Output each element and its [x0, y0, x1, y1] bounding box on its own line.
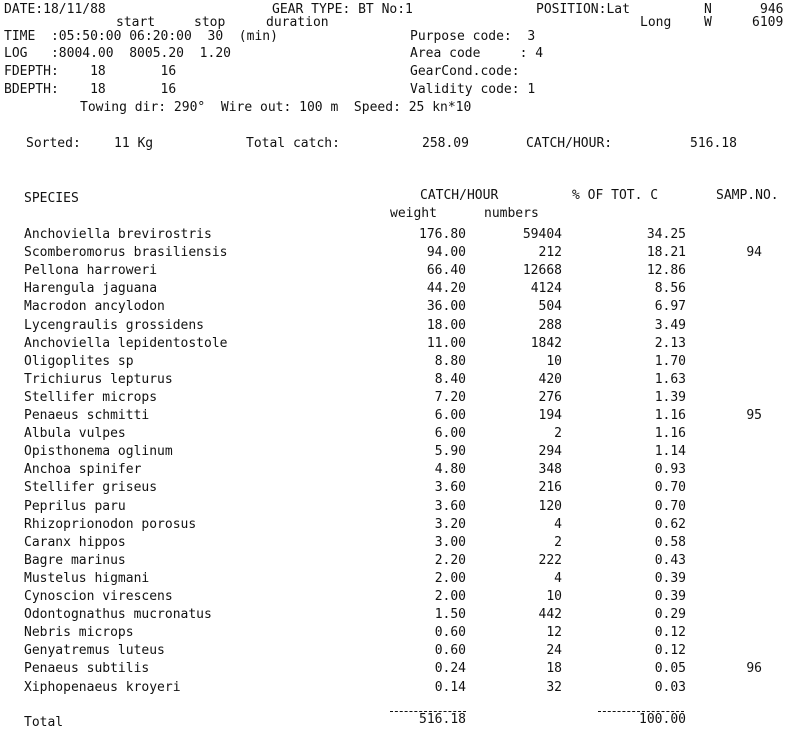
species-name: Xiphopenaeus kroyeri — [24, 680, 181, 695]
weight-cell: 3.60 — [434, 480, 466, 495]
weight-cell: 0.14 — [434, 680, 466, 695]
pct-cell: 1.16 — [654, 408, 686, 423]
numbers-cell: 12668 — [522, 263, 562, 278]
lat-value: 946 — [760, 2, 784, 17]
pct-cell: 0.43 — [654, 553, 686, 568]
numbers-cell: 276 — [538, 390, 562, 405]
weight-cell: 66.40 — [426, 263, 466, 278]
species-name: Stellifer microps — [24, 390, 158, 405]
pct-cell: 0.03 — [654, 680, 686, 695]
weight-cell: 1.50 — [434, 607, 466, 622]
time-row: TIME :05:50:00 06:20:00 30 (min) — [4, 29, 278, 44]
weight-cell: 0.60 — [434, 643, 466, 658]
species-name: Anchoviella lepidentostole — [24, 336, 228, 351]
weight-cell: 3.60 — [434, 499, 466, 514]
species-name: Harengula jaguana — [24, 281, 158, 296]
weight-cell: 3.20 — [434, 517, 466, 532]
pct-cell: 2.13 — [654, 336, 686, 351]
weight-cell: 18.00 — [426, 318, 466, 333]
species-name: Rhizoprionodon porosus — [24, 517, 197, 532]
sorted-label: Sorted: — [26, 136, 81, 151]
catch-hour-header: CATCH/HOUR — [420, 188, 499, 203]
pct-cell: 0.70 — [654, 480, 686, 495]
duration-label: duration — [266, 15, 329, 30]
samp-cell: 95 — [746, 408, 762, 423]
total-catch-value: 258.09 — [422, 136, 469, 151]
species-name: Macrodon ancylodon — [24, 299, 165, 314]
weight-cell: 94.00 — [426, 245, 466, 260]
pct-cell: 0.12 — [654, 625, 686, 640]
pct-cell: 0.39 — [654, 589, 686, 604]
numbers-cell: 4 — [554, 571, 562, 586]
date-label: DATE:18/11/88 — [4, 2, 106, 17]
long-label: Long — [640, 15, 672, 30]
weight-cell: 44.20 — [426, 281, 466, 296]
numbers-cell: 24 — [546, 643, 562, 658]
species-name: Cynoscion virescens — [24, 589, 173, 604]
log-row: LOG :8004.00 8005.20 1.20 — [4, 46, 231, 61]
weight-cell: 4.80 — [434, 462, 466, 477]
numbers-cell: 10 — [546, 589, 562, 604]
numbers-cell: 18 — [546, 661, 562, 676]
catch-hour-value: 516.18 — [690, 136, 737, 151]
species-name: Mustelus higmani — [24, 571, 150, 586]
pct-cell: 1.70 — [654, 354, 686, 369]
numbers-cell: 2 — [554, 426, 562, 441]
numbers-cell: 1842 — [530, 336, 562, 351]
gear-type-label: GEAR TYPE: BT No:1 — [272, 2, 413, 17]
weight-cell: 8.80 — [434, 354, 466, 369]
weight-cell: 0.24 — [434, 661, 466, 676]
numbers-cell: 212 — [538, 245, 562, 260]
numbers-cell: 442 — [538, 607, 562, 622]
pct-cell: 0.62 — [654, 517, 686, 532]
area-code: Area code : 4 — [410, 46, 544, 61]
long-direction: W — [704, 15, 712, 30]
species-name: Oligoplites sp — [24, 354, 134, 369]
pct-cell: 6.97 — [654, 299, 686, 314]
weight-cell: 6.00 — [434, 426, 466, 441]
pct-cell: 1.39 — [654, 390, 686, 405]
pct-cell: 1.16 — [654, 426, 686, 441]
numbers-cell: 348 — [538, 462, 562, 477]
pct-cell: 1.63 — [654, 372, 686, 387]
samp-cell: 94 — [746, 245, 762, 260]
bdepth-row: BDEPTH: 18 16 — [4, 82, 177, 97]
pct-cell: 8.56 — [654, 281, 686, 296]
gearcond-code: GearCond.code: — [410, 64, 520, 79]
total-weight: 516.18 — [419, 712, 466, 727]
numbers-cell: 294 — [538, 444, 562, 459]
weight-cell: 0.60 — [434, 625, 466, 640]
lat-direction: N — [704, 2, 712, 17]
species-header: SPECIES — [24, 191, 79, 206]
weight-cell: 6.00 — [434, 408, 466, 423]
start-label: start — [116, 15, 156, 30]
pct-cell: 3.49 — [654, 318, 686, 333]
towing-row: Towing dir: 290° Wire out: 100 m Speed: 25 kn*10 — [80, 100, 472, 115]
species-name: Stellifer griseus — [24, 480, 158, 495]
numbers-cell: 420 — [538, 372, 562, 387]
numbers-cell: 10 — [546, 354, 562, 369]
catch-hour-label: CATCH/HOUR: — [526, 136, 613, 151]
pct-cell: 0.70 — [654, 499, 686, 514]
species-name: Penaeus subtilis — [24, 661, 150, 676]
species-name: Anchoa spinifer — [24, 462, 142, 477]
species-name: Penaeus schmitti — [24, 408, 150, 423]
species-name: Scomberomorus brasiliensis — [24, 245, 228, 260]
numbers-header: numbers — [484, 206, 539, 221]
numbers-cell: 32 — [546, 680, 562, 695]
pct-header: % OF TOT. C — [572, 188, 659, 203]
species-name: Caranx hippos — [24, 535, 126, 550]
weight-cell: 11.00 — [426, 336, 466, 351]
pct-cell: 0.29 — [654, 607, 686, 622]
pct-cell: 18.21 — [646, 245, 686, 260]
numbers-cell: 2 — [554, 535, 562, 550]
species-name: Peprilus paru — [24, 499, 126, 514]
numbers-cell: 59404 — [522, 227, 562, 242]
weight-cell: 5.90 — [434, 444, 466, 459]
species-name: Anchoviella brevirostris — [24, 227, 212, 242]
pct-cell: 1.14 — [654, 444, 686, 459]
numbers-cell: 504 — [538, 299, 562, 314]
species-name: Odontognathus mucronatus — [24, 607, 212, 622]
pct-cell: 12.86 — [646, 263, 686, 278]
weight-cell: 2.00 — [434, 571, 466, 586]
validity-code: Validity code: 1 — [410, 82, 536, 97]
numbers-cell: 12 — [546, 625, 562, 640]
long-value: 6109 — [752, 15, 784, 30]
species-name: Opisthonema oglinum — [24, 444, 173, 459]
fdepth-row: FDEPTH: 18 16 — [4, 64, 177, 79]
weight-cell: 7.20 — [434, 390, 466, 405]
species-name: Albula vulpes — [24, 426, 126, 441]
numbers-cell: 222 — [538, 553, 562, 568]
weight-cell: 3.00 — [434, 535, 466, 550]
numbers-cell: 194 — [538, 408, 562, 423]
numbers-cell: 288 — [538, 318, 562, 333]
position-label: POSITION:Lat — [536, 2, 630, 17]
weight-cell: 176.80 — [419, 227, 466, 242]
species-name: Lycengraulis grossidens — [24, 318, 205, 333]
weight-cell: 2.20 — [434, 553, 466, 568]
numbers-cell: 4 — [554, 517, 562, 532]
pct-cell: 0.93 — [654, 462, 686, 477]
pct-cell: 0.05 — [654, 661, 686, 676]
pct-cell: 0.12 — [654, 643, 686, 658]
pct-cell: 0.39 — [654, 571, 686, 586]
samp-cell: 96 — [746, 661, 762, 676]
weight-cell: 8.40 — [434, 372, 466, 387]
weight-cell: 2.00 — [434, 589, 466, 604]
species-name: Bagre marinus — [24, 553, 126, 568]
species-name: Trichiurus lepturus — [24, 372, 173, 387]
weight-header: weight — [390, 206, 437, 221]
weight-cell: 36.00 — [426, 299, 466, 314]
numbers-cell: 216 — [538, 480, 562, 495]
stop-label: stop — [194, 15, 226, 30]
numbers-cell: 120 — [538, 499, 562, 514]
total-pct: 100.00 — [639, 712, 686, 727]
samp-header: SAMP.NO. — [716, 188, 779, 203]
total-catch-label: Total catch: — [246, 136, 340, 151]
species-name: Genyatremus luteus — [24, 643, 165, 658]
species-name: Nebris microps — [24, 625, 134, 640]
numbers-cell: 4124 — [530, 281, 562, 296]
pct-cell: 0.58 — [654, 535, 686, 550]
purpose-code: Purpose code: 3 — [410, 29, 536, 44]
species-name: Pellona harroweri — [24, 263, 158, 278]
pct-cell: 34.25 — [646, 227, 686, 242]
sorted-value: 11 Kg — [114, 136, 154, 151]
total-label: Total — [24, 715, 64, 730]
